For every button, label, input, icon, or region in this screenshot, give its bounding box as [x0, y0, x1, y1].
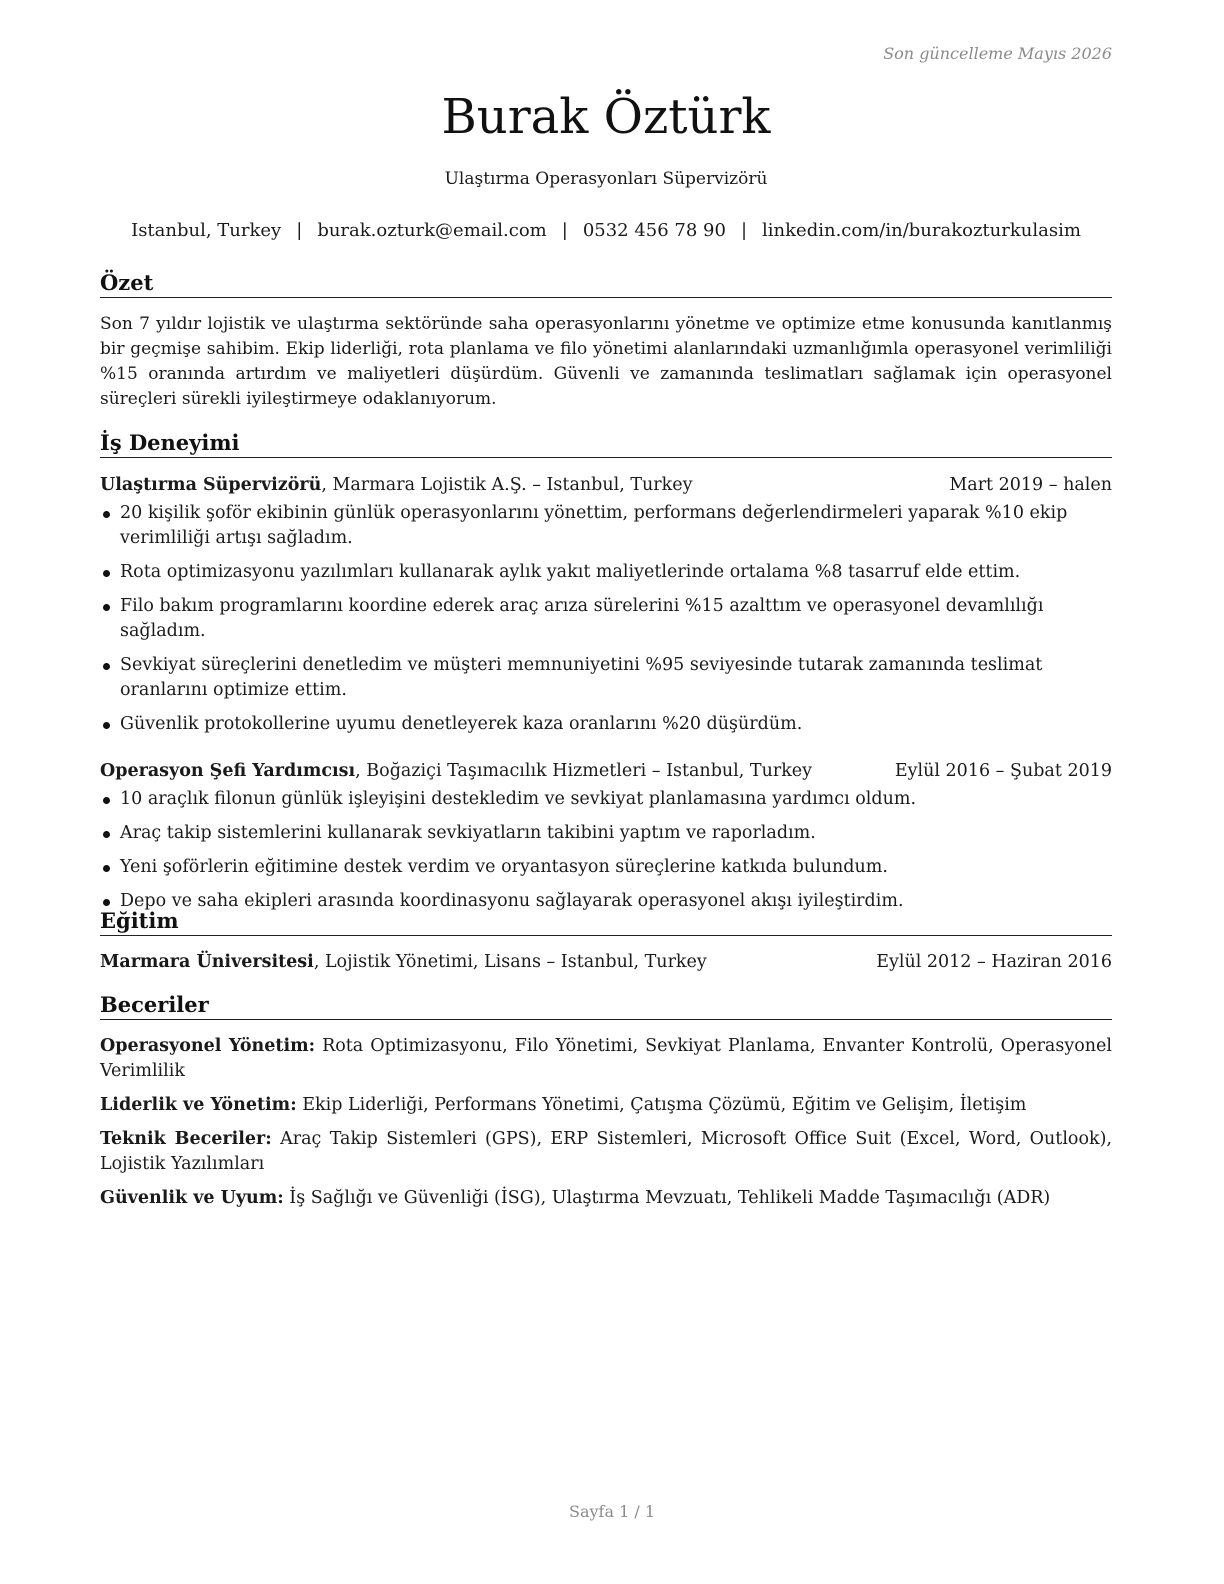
skills-section: [100, 992, 1112, 1220]
skill-row: [100, 1186, 1112, 1211]
job-title: Ulaştırma Operasyonları Süpervizörü: [444, 169, 768, 189]
job-header: [100, 473, 1112, 497]
job-bullet: Yeni şoförlerin eğitimine destek verdim ve oryantasyon süreçlerine katkıda bulundum.: [100, 855, 1112, 880]
job-bullet: 10 araçlık filonun günlük işleyişini destekledim ve sevkiyat planlamasına yardımcı oldum.: [100, 787, 1112, 812]
skill-row: [100, 1127, 1112, 1177]
skill-label: Operasyonel Yönetim:: [100, 1036, 316, 1056]
skill-value: İş Sağlığı ve Güvenliği (İSG), Ulaştırma Mevzuatı, Tehlikeli Madde Taşımacılığı (ADR): [283, 1188, 1051, 1208]
job-entry: [100, 759, 1112, 914]
experience-heading: İş Deneyimi: [100, 430, 1112, 458]
education-heading: Eğitim: [100, 908, 1112, 936]
summary-text: Son 7 yıldır lojistik ve ulaştırma sektöründe saha operasyonlarını yönetme ve optimize etme konusunda kanıtlanmış bir geçmişe sahibim. Ekip liderliği, rota planlama ve filo yönetimi alanlarındaki uzmanlığımla operasyonel verimliliği %15 oranında artırdım ve maliyetleri düşürdüm. Güvenli ve zamanında teslimatları sağlamak için operasyonel süreçleri sürekli iyileştirmeye odaklanıyorum.: [100, 314, 1112, 409]
education-dates: Eylül 2012 – Haziran 2016: [876, 952, 1112, 972]
education-detail: , Lojistik Yönetimi, Lisans – Istanbul, Turkey: [313, 952, 707, 972]
experience-section: [100, 430, 1112, 923]
job-bullet: Depo ve saha ekipleri arasında koordinasyonu sağlayarak operasyonel akışı iyileştirdim.: [100, 889, 1112, 914]
job-bullet: Araç takip sistemlerini kullanarak sevkiyatların takibini yaptım ve raporladım.: [100, 821, 1112, 846]
skills-heading: Beceriler: [100, 992, 1112, 1020]
job-entry: [100, 473, 1112, 737]
contact-separator: |: [561, 220, 568, 241]
job-dates: Mart 2019 – halen: [949, 475, 1112, 495]
job-company: , Marmara Lojistik A.Ş. – Istanbul, Turkey: [321, 475, 693, 495]
job-role: Ulaştırma Süpervizörü: [100, 475, 322, 495]
page-number: Sayfa 1 / 1: [568, 1502, 655, 1521]
job-bullet: 20 kişilik şoför ekibinin günlük operasyonlarını yönettim, performans değerlendirmeleri yaparak %10 ekip verimliliği artışı sağladım.: [100, 501, 1112, 551]
skill-row: [100, 1034, 1112, 1084]
contact-location: Istanbul, Turkey: [131, 220, 282, 241]
job-bullet: Rota optimizasyonu yazılımları kullanarak aylık yakıt maliyetlerinde ortalama %8 tasarruf elde ettim.: [100, 560, 1112, 585]
skill-row: [100, 1093, 1112, 1118]
summary-section: [100, 270, 1112, 412]
skill-label: Teknik Beceriler:: [100, 1129, 272, 1149]
job-bullets: [100, 501, 1112, 737]
job-header: [100, 759, 1112, 783]
skill-value: Araç Takip Sistemleri (GPS), ERP Sistemleri, Microsoft Office Suit (Excel, Word, Outlook), Lojistik Yazılımları: [100, 1129, 1112, 1174]
education-section: [100, 908, 1112, 974]
skills-list: [100, 1034, 1112, 1211]
skill-label: Güvenlik ve Uyum:: [100, 1188, 284, 1208]
contact-phone[interactable]: 0532 456 78 90: [582, 220, 726, 241]
contact-separator: |: [296, 220, 303, 241]
skill-label: Liderlik ve Yönetim:: [100, 1095, 297, 1115]
candidate-name: Burak Öztürk: [441, 89, 771, 145]
education-entry: [100, 950, 1112, 974]
skill-value: Ekip Liderliği, Performans Yönetimi, Çatışma Çözümü, Eğitim ve Gelişim, İletişim: [296, 1095, 1027, 1115]
contact-linkedin[interactable]: linkedin.com/in/burakozturkulasim: [762, 220, 1081, 241]
education-school: Marmara Üniversitesi: [100, 952, 314, 972]
job-role: Operasyon Şefi Yardımcısı: [100, 761, 356, 781]
job-bullets: [100, 787, 1112, 914]
last-updated: Son güncelleme Mayıs 2026: [883, 44, 1112, 63]
job-bullet: Güvenlik protokollerine uyumu denetleyerek kaza oranlarını %20 düşürdüm.: [100, 712, 1112, 737]
summary-heading: Özet: [100, 270, 1112, 298]
contact-email[interactable]: burak.ozturk@email.com: [317, 220, 547, 241]
job-company: , Boğaziçi Taşımacılık Hizmetleri – Istanbul, Turkey: [355, 761, 813, 781]
job-bullet: Filo bakım programlarını koordine ederek araç arıza sürelerini %15 azalttım ve operasyonel devamlılığı sağladım.: [100, 594, 1112, 644]
job-bullet: Sevkiyat süreçlerini denetledim ve müşteri memnuniyetini %95 seviyesinde tutarak zamanında teslimat oranlarını optimize ettim.: [100, 653, 1112, 703]
skill-value: Rota Optimizasyonu, Filo Yönetimi, Sevkiyat Planlama, Envanter Kontrolü, Operasyonel Verimlilik: [100, 1036, 1112, 1081]
job-dates: Eylül 2016 – Şubat 2019: [894, 761, 1112, 781]
contact-line: [100, 219, 1112, 243]
contact-separator: |: [740, 220, 748, 241]
